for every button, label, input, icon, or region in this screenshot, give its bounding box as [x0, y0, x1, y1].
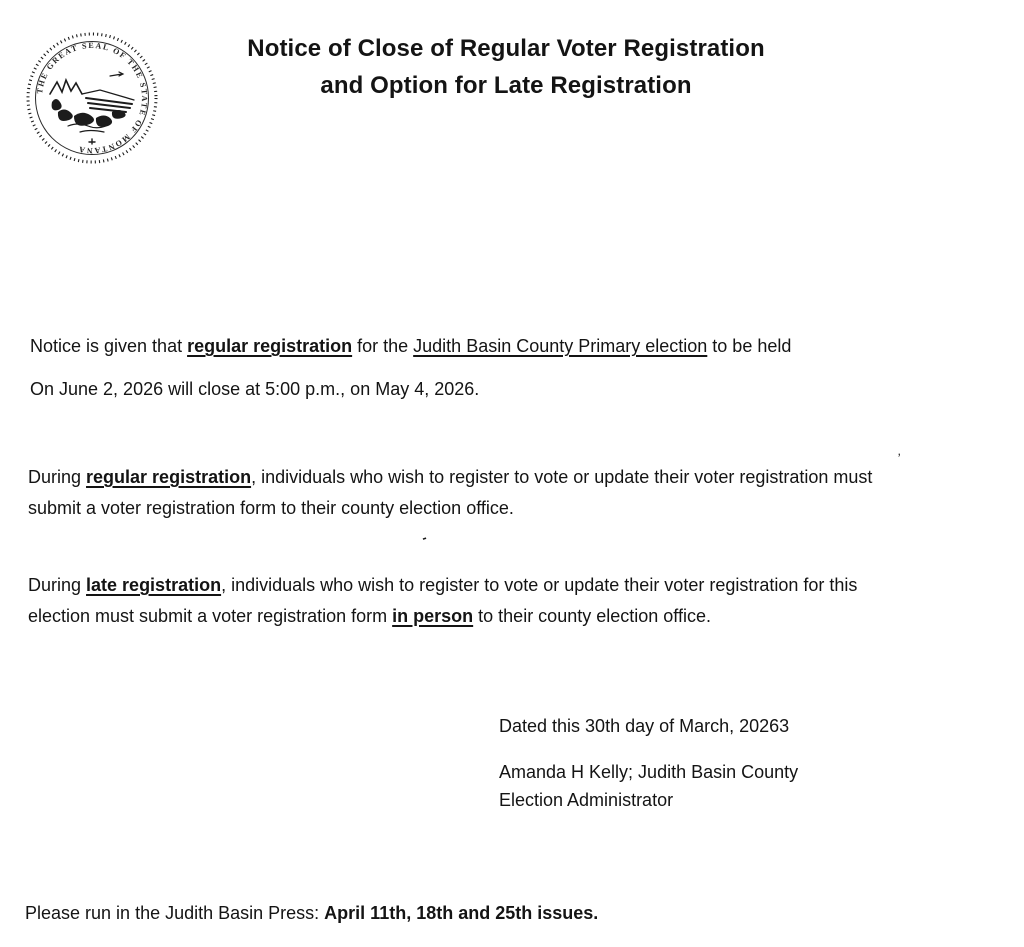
dated-line: Dated this 30th day of March, 20263	[499, 716, 790, 736]
text-segment: Please run in the Judith Basin Press:	[25, 903, 325, 923]
text-segment: for the	[352, 336, 414, 356]
signature-name: Amanda H Kelly; Judith Basin County	[499, 762, 799, 782]
text-segment: submit a voter registration form to their county election office.	[28, 498, 514, 518]
text-segment: During	[28, 467, 87, 487]
text-segment: to their county election office.	[473, 606, 711, 626]
scan-speck: ,	[896, 442, 903, 459]
publication-instruction	[25, 898, 598, 928]
text-segment: During	[28, 575, 87, 595]
dated-signature-block	[499, 712, 798, 814]
notice-title-line1: Notice of Close of Regular Voter Registration	[247, 35, 765, 62]
text-segment: , individuals who wish to register to vote or update their voter registration for this	[221, 575, 858, 595]
text-segment: April 11th, 18th and 25th issues.	[324, 903, 599, 923]
seal-ring-text: THE GREAT SEAL OF THE STATE OF MONTANA	[35, 40, 150, 156]
text-segment: late registration	[86, 575, 222, 595]
signature-title: Election Administrator	[499, 790, 674, 810]
paragraph-late-registration-rules	[28, 570, 857, 632]
scan-speck: -	[419, 529, 429, 546]
text-segment: to be held	[707, 336, 792, 356]
text-line	[30, 368, 791, 411]
text-line	[28, 601, 857, 632]
text-segment: regular registration	[86, 467, 252, 487]
text-segment: in person	[392, 606, 474, 626]
notice-title-line2: and Option for Late Registration	[320, 72, 692, 99]
signature-lines	[499, 758, 798, 814]
text-line	[28, 570, 857, 601]
text-line	[25, 898, 598, 928]
text-segment: Notice is given that	[30, 336, 188, 356]
text-line	[28, 493, 872, 524]
paragraph-regular-registration-close	[30, 325, 791, 411]
text-line	[28, 462, 872, 493]
text-segment: election must submit a voter registration form	[28, 606, 393, 626]
notice-title	[0, 30, 1012, 104]
text-segment: , individuals who wish to register to vote or update their voter registration must	[251, 467, 873, 487]
text-line	[30, 325, 791, 368]
text-segment: regular registration	[187, 336, 353, 356]
paragraph-regular-registration-rules	[28, 462, 872, 524]
text-segment: On June 2, 2026 will close at 5:00 p.m., on May 4, 2026.	[30, 379, 480, 399]
text-segment: Judith Basin County Primary election	[413, 336, 708, 356]
